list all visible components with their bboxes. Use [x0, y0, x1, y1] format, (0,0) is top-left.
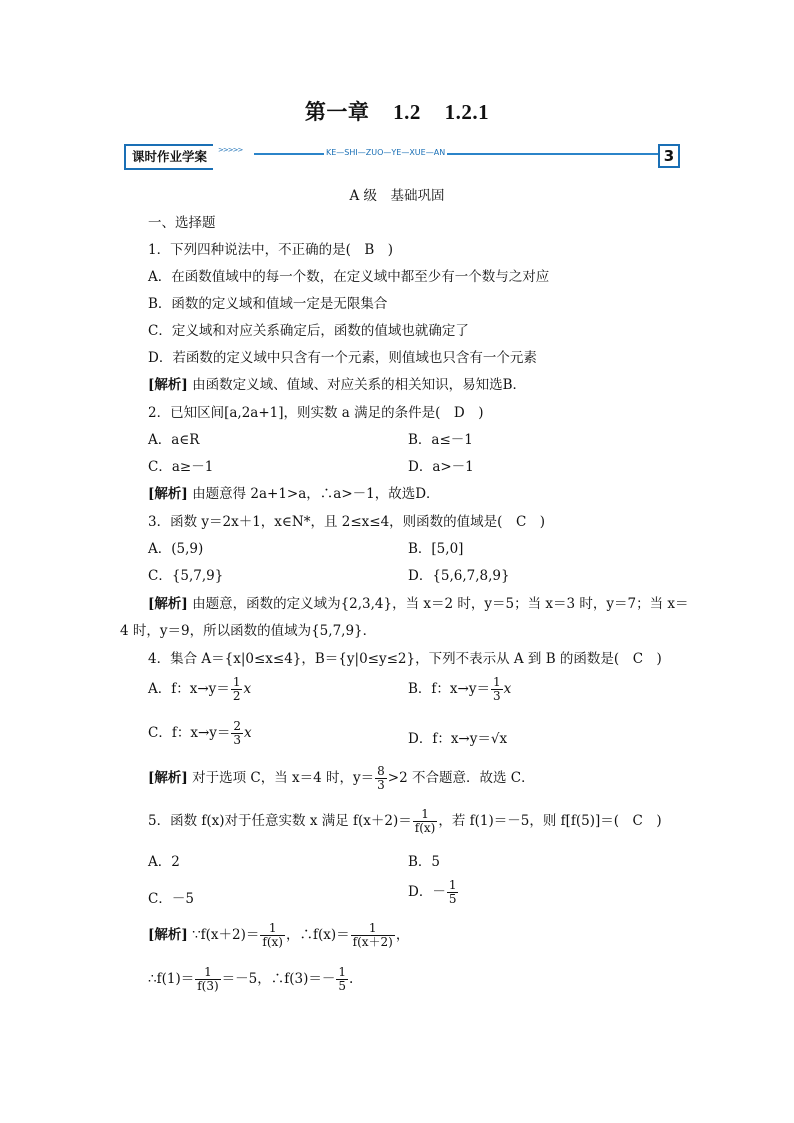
q3-option-c: C．{5,7,9}: [148, 568, 224, 584]
q4-option-b: [408, 676, 511, 703]
denominator: f(x): [262, 935, 283, 949]
option-prefix: B．f：x→y＝: [408, 681, 490, 697]
q4-option-a: [148, 676, 251, 703]
fraction: [231, 720, 243, 747]
explanation-tag: [解析]: [148, 927, 188, 943]
explanation-text: >2 不合题意．故选 C．: [387, 770, 535, 786]
q1-stem: 1．下列四种说法中，不正确的是( B ): [148, 242, 394, 258]
numerator: 1: [448, 878, 457, 892]
q3-option-b: B．[5,0]: [408, 541, 464, 557]
fraction: [260, 922, 285, 949]
q4-option-d: D．f：x→y＝√x: [408, 731, 508, 747]
explanation-tag: [解析]: [148, 486, 188, 502]
variable: x: [243, 681, 252, 697]
banner-arrows-icon: >>>>>: [218, 146, 243, 154]
q2-explanation: [148, 482, 440, 502]
numerator: 1: [232, 675, 241, 689]
page-title: [0, 96, 794, 126]
q5-explanation-cont: [148, 966, 353, 993]
banner-rule: [254, 153, 658, 155]
option-prefix: D．－: [408, 884, 446, 900]
q2-option-b: B．a≤－1: [408, 432, 473, 448]
explanation-text: ∴f(1)＝: [148, 971, 195, 987]
numerator: 1: [413, 808, 438, 822]
numerator: 1: [260, 922, 285, 936]
q5-option-a: A．2: [148, 854, 180, 870]
explanation-tag: [解析]: [148, 770, 188, 786]
denominator: 3: [492, 689, 501, 703]
numerator: 1: [492, 675, 501, 689]
explanation-tag: [解析]: [148, 377, 188, 393]
q1-option-d: D．若函数的定义域中只含有一个元素，则值域也只含有一个元素: [148, 350, 537, 366]
homework-banner: [124, 142, 680, 172]
q5-option-d: [408, 879, 459, 906]
stem-text: ，若 f(1)＝－5，则 f[f(5)]＝( C ): [438, 813, 662, 829]
fraction: [351, 922, 395, 949]
fraction: [375, 765, 387, 792]
variable: x: [503, 681, 512, 697]
q1-option-c: C．定义域和对应关系确定后，函数的值域也就确定了: [148, 323, 469, 339]
explanation-text: ＝－5，∴f(3)＝－: [221, 971, 336, 987]
banner-label: 课时作业学案: [124, 144, 213, 170]
q4-option-c: [148, 720, 252, 747]
q3-stem: 3．函数 y＝2x＋1，x∈N*，且 2≤x≤4，则函数的值域是( C ): [148, 514, 546, 530]
q1-option-b: B．函数的定义域和值域一定是无限集合: [148, 296, 388, 312]
q2-option-d: D．a>－1: [408, 459, 474, 475]
q5-stem: [148, 808, 662, 835]
subsection-number: 1.2.1: [444, 100, 490, 124]
q4-stem: 4．集合 A＝{x|0≤x≤4}，B＝{y|0≤y≤2}，下列不表示从 A 到 B 的函数是( C ): [148, 651, 662, 667]
section-number: 1.2: [393, 100, 421, 124]
denominator: f(x＋2): [352, 935, 393, 949]
fraction: [231, 676, 243, 703]
fraction: [195, 966, 220, 993]
level-heading: A 级 基础巩固: [349, 188, 445, 204]
chapter-label: 第一章: [304, 100, 370, 124]
explanation-text: 由函数定义域、值域、对应关系的相关知识，易知选B．: [192, 377, 526, 393]
denominator: f(x): [414, 821, 436, 835]
q5-option-c: C．－5: [148, 891, 194, 907]
explanation-text: 对于选项 C，当 x＝4 时，y＝: [192, 770, 375, 786]
q2-option-a: A．a∈R: [148, 432, 200, 448]
denominator: 5: [338, 979, 347, 993]
numerator: 1: [195, 966, 220, 980]
explanation-text: 由题意得 2a+1>a，∴a>－1，故选D．: [192, 486, 440, 502]
fraction: [413, 808, 438, 835]
explanation-tag: [解析]: [148, 596, 188, 612]
variable: x: [244, 725, 252, 741]
q4-explanation: [148, 765, 535, 792]
denominator: 5: [448, 892, 457, 906]
numerator: 8: [377, 764, 385, 778]
q3-option-d: D．{5,6,7,8,9}: [408, 568, 510, 584]
numerator: 1: [338, 965, 347, 979]
fraction: [447, 879, 459, 906]
stem-text: 5．函数 f(x)对于任意实数 x 满足 f(x＋2)＝: [148, 813, 412, 829]
banner-pinyin: KE—SHI—ZUO—YE—XUE—AN: [326, 148, 446, 157]
fraction: [491, 676, 503, 703]
explanation-text: ，: [395, 927, 410, 943]
numerator: 1: [351, 922, 395, 936]
q3-explanation: [148, 592, 689, 612]
explanation-text: .: [349, 971, 354, 987]
denominator: 3: [377, 778, 385, 792]
explanation-text: ∵f(x＋2)＝: [192, 927, 260, 943]
option-prefix: C．f：x→y＝: [148, 725, 231, 741]
banner-number: 3: [658, 144, 680, 168]
q3-explanation-cont: 4 时，y＝9，所以函数的值域为{5,7,9}．: [120, 623, 377, 639]
q3-option-a: A．(5,9): [148, 541, 204, 557]
q1-explanation: [148, 373, 526, 393]
explanation-text: ，∴f(x)＝: [285, 927, 350, 943]
q1-option-a: A．在函数值域中的每一个数，在定义域中都至少有一个数与之对应: [148, 269, 550, 285]
option-prefix: A．f：x→y＝: [148, 681, 230, 697]
explanation-text: 由题意，函数的定义域为{2,3,4}，当 x＝2 时，y＝5；当 x＝3 时，y＝7；当 x＝: [192, 596, 689, 612]
section-heading: 一、选择题: [148, 215, 216, 231]
q2-option-c: C．a≥－1: [148, 459, 214, 475]
q5-explanation: [148, 922, 409, 949]
denominator: f(3): [197, 979, 219, 993]
q5-option-b: B．5: [408, 854, 441, 870]
numerator: 2: [233, 719, 242, 733]
denominator: 2: [232, 689, 241, 703]
denominator: 3: [233, 733, 242, 747]
fraction: [336, 966, 348, 993]
q2-stem: 2．已知区间[a,2a+1]，则实数 a 满足的条件是( D ): [148, 405, 484, 421]
